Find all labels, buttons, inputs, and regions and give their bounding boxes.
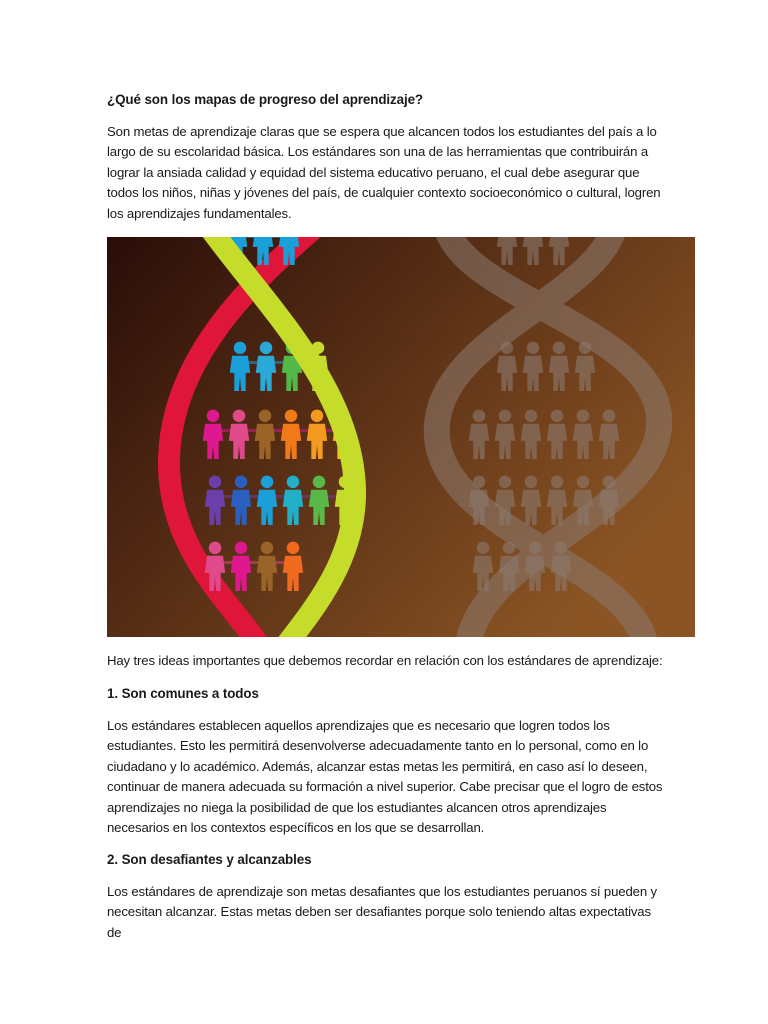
intro-paragraph: Son metas de aprendizaje claras que se espera que alcancen todos los estudiantes del país a lo largo de su escolaridad básica. Los estándares son una de las herramientas que contribuirán a lograr la ansiada calidad y equidad del sistema educativo peruano, el cual debe asegurar que todos los niños, niñas y jóvenes del país, de cualquier contexto socioeconómico o cultural, logren los aprendizajes fundamentales. — [107, 124, 661, 221]
section-title: ¿Qué son los mapas de progreso del aprendizaje? — [107, 92, 424, 107]
dna-illustration-svg — [107, 237, 695, 637]
section-1-paragraph: Los estándares establecen aquellos aprendizajes que es necesario que logren todos los estudiantes. Esto les permitirá desenvolverse adecuadamente tanto en lo personal, como en lo ciudadano y lo académico. Además, alcanzar estas metas les permitirá, en caso así lo deseen, continuar de manera adecuada su formación a nivel superior. Cabe precisar que el logro de estos aprendizajes no niega la posibilidad de que los estudiantes alcancen otros aprendizajes necesarios en los contextos específicos en los que se desarrollan. — [107, 718, 663, 836]
holding-hands-link — [215, 561, 293, 564]
section-heading-1: 1. Son comunes a todos — [107, 686, 259, 701]
section-2-paragraph: Los estándares de aprendizaje son metas desafiantes que los estudiantes peruanos sí pueden y necesitan alcanzar. Estas metas deben ser desafiantes porque solo teniendo altas expectativas de — [107, 884, 657, 940]
dna-people-illustration — [107, 237, 695, 637]
section-heading-2: 2. Son desafiantes y alcanzables — [107, 852, 312, 867]
lead-paragraph: Hay tres ideas importantes que debemos recordar en relación con los estándares de aprendizaje: — [107, 653, 663, 668]
